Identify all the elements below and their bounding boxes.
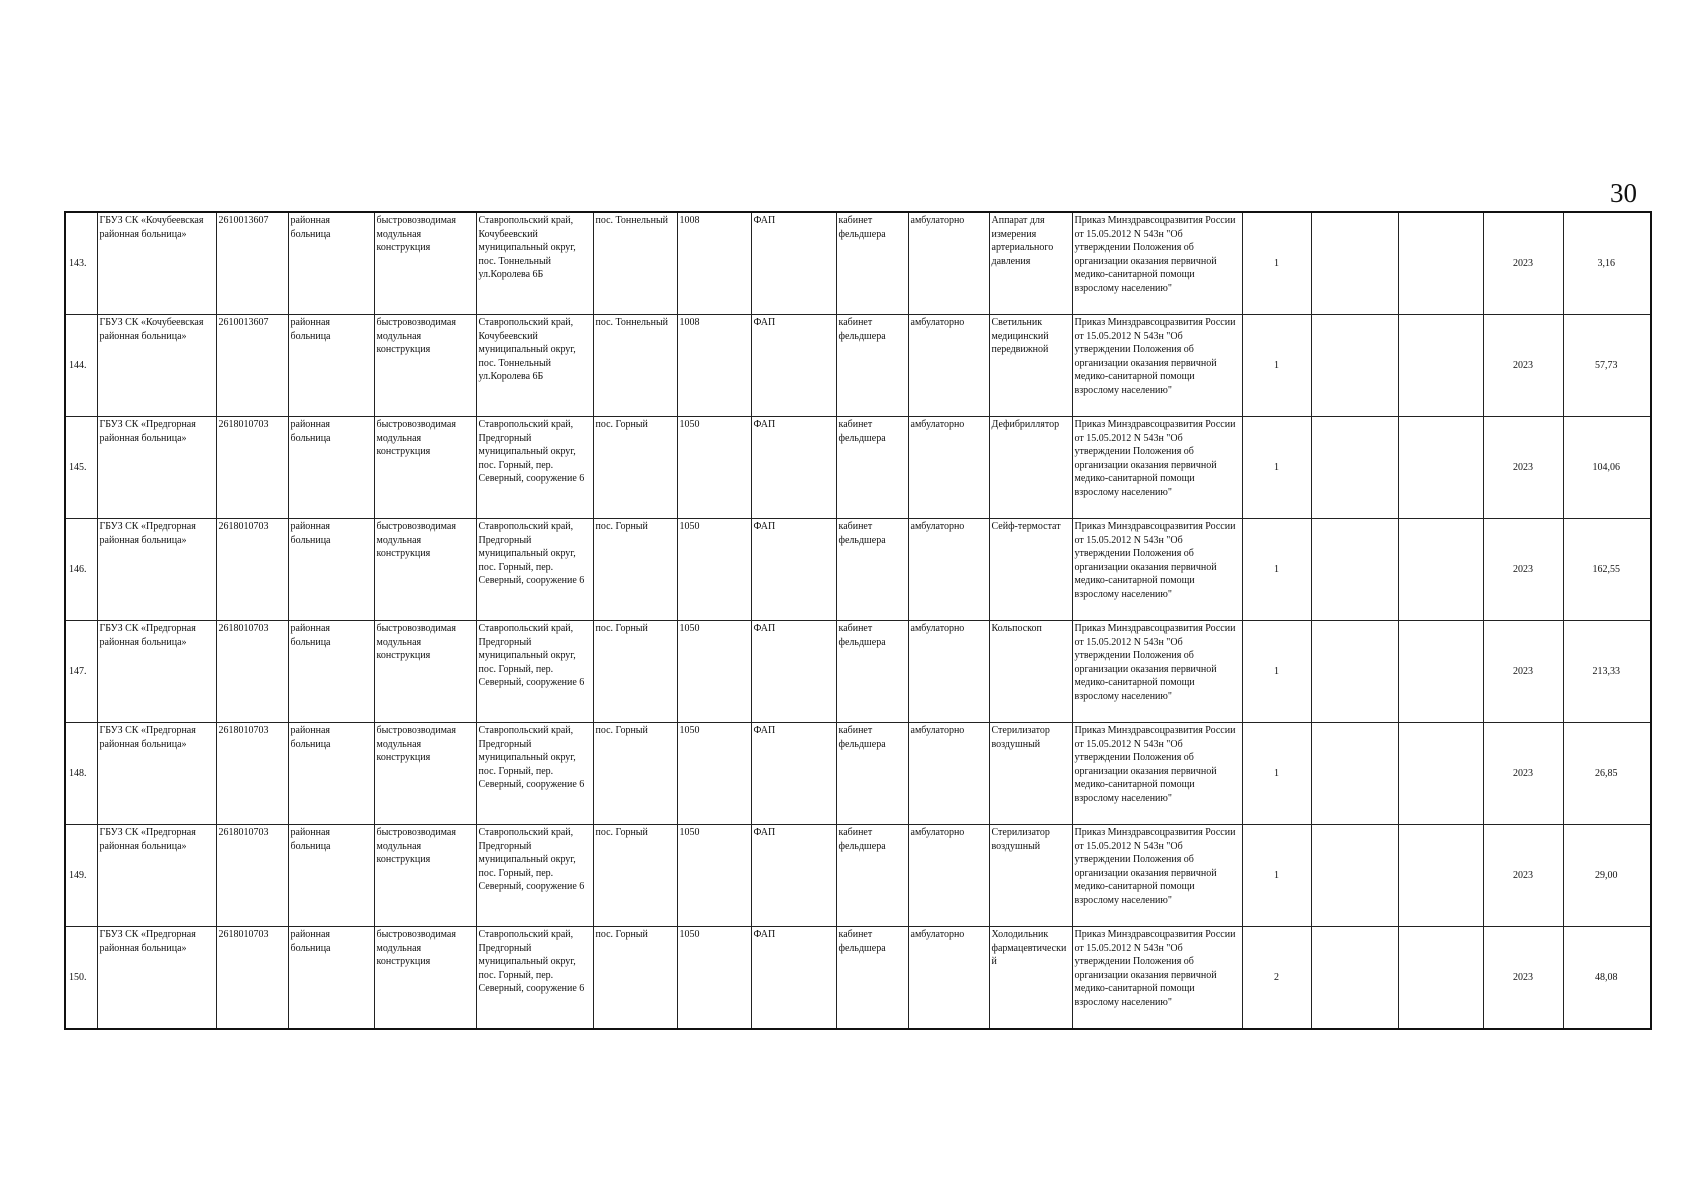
equipment-cell: Холодильник фармацевтический	[989, 927, 1072, 1030]
regulation-cell: Приказ Минздравсоцразвития России от 15.05.2012 N 543н "Об утверждении Положения об организации оказания первичной медико-санитарной помощи взрослому населению"	[1072, 417, 1242, 519]
quantity-cell: 1	[1242, 315, 1311, 417]
empty-cell-16	[1398, 825, 1483, 927]
organization-cell: ГБУЗ СК «Предгорная районная больница»	[97, 417, 216, 519]
quantity-cell: 1	[1242, 519, 1311, 621]
year-cell: 2023	[1483, 927, 1563, 1030]
unit-cell: ФАП	[751, 723, 836, 825]
cost-cell: 104,06	[1563, 417, 1651, 519]
quantity-cell: 1	[1242, 825, 1311, 927]
settlement-cell: пос. Горный	[593, 723, 677, 825]
inn-cell: 2610013607	[216, 212, 288, 315]
page-number: 30	[1610, 178, 1637, 208]
equipment-table	[64, 211, 1652, 1030]
population-cell: 1050	[677, 825, 751, 927]
construction-cell: быстровозводимая модульная конструкция	[374, 927, 476, 1030]
address-cell: Ставропольский край, Предгорный муниципальный округ, пос. Горный, пер. Северный, сооружение 6	[476, 519, 593, 621]
equipment-cell: Стерилизатор воздушный	[989, 825, 1072, 927]
unit-cell: ФАП	[751, 519, 836, 621]
population-cell: 1050	[677, 417, 751, 519]
unit-cell: ФАП	[751, 315, 836, 417]
year-cell: 2023	[1483, 723, 1563, 825]
construction-cell: быстровозводимая модульная конструкция	[374, 315, 476, 417]
empty-cell-16	[1398, 621, 1483, 723]
facility-type-cell: районная больница	[288, 927, 374, 1030]
empty-cell-15	[1311, 315, 1398, 417]
year-cell: 2023	[1483, 621, 1563, 723]
settlement-cell: пос. Горный	[593, 621, 677, 723]
year-cell: 2023	[1483, 417, 1563, 519]
year-cell: 2023	[1483, 825, 1563, 927]
cost-cell: 29,00	[1563, 825, 1651, 927]
empty-cell-16	[1398, 519, 1483, 621]
facility-type-cell: районная больница	[288, 621, 374, 723]
inn-cell: 2618010703	[216, 825, 288, 927]
construction-cell: быстровозводимая модульная конструкция	[374, 212, 476, 315]
quantity-cell: 1	[1242, 212, 1311, 315]
care-form-cell: амбулаторно	[908, 417, 989, 519]
table-row	[65, 621, 1651, 723]
address-cell: Ставропольский край, Предгорный муниципальный округ, пос. Горный, пер. Северный, сооружение 6	[476, 621, 593, 723]
table-row	[65, 927, 1651, 1030]
facility-type-cell: районная больница	[288, 825, 374, 927]
empty-cell-15	[1311, 825, 1398, 927]
room-cell: кабинет фельдшера	[836, 417, 908, 519]
room-cell: кабинет фельдшера	[836, 315, 908, 417]
organization-cell: ГБУЗ СК «Предгорная районная больница»	[97, 723, 216, 825]
row-number-cell: 150.	[65, 927, 97, 1030]
address-cell: Ставропольский край, Предгорный муниципальный округ, пос. Горный, пер. Северный, сооружение 6	[476, 927, 593, 1030]
row-number-cell: 144.	[65, 315, 97, 417]
year-cell: 2023	[1483, 315, 1563, 417]
care-form-cell: амбулаторно	[908, 621, 989, 723]
cost-cell: 26,85	[1563, 723, 1651, 825]
population-cell: 1050	[677, 927, 751, 1030]
population-cell: 1050	[677, 519, 751, 621]
room-cell: кабинет фельдшера	[836, 212, 908, 315]
cost-cell: 213,33	[1563, 621, 1651, 723]
table-row	[65, 212, 1651, 315]
organization-cell: ГБУЗ СК «Предгорная районная больница»	[97, 621, 216, 723]
address-cell: Ставропольский край, Кочубеевский муниципальный округ, пос. Тоннельный ул.Королева 6Б	[476, 315, 593, 417]
equipment-cell: Сейф-термостат	[989, 519, 1072, 621]
cost-cell: 3,16	[1563, 212, 1651, 315]
construction-cell: быстровозводимая модульная конструкция	[374, 417, 476, 519]
equipment-cell: Стерилизатор воздушный	[989, 723, 1072, 825]
population-cell: 1050	[677, 621, 751, 723]
regulation-cell: Приказ Минздравсоцразвития России от 15.05.2012 N 543н "Об утверждении Положения об организации оказания первичной медико-санитарной помощи взрослому населению"	[1072, 315, 1242, 417]
care-form-cell: амбулаторно	[908, 519, 989, 621]
table-row	[65, 723, 1651, 825]
organization-cell: ГБУЗ СК «Предгорная районная больница»	[97, 519, 216, 621]
unit-cell: ФАП	[751, 621, 836, 723]
address-cell: Ставропольский край, Предгорный муниципальный округ, пос. Горный, пер. Северный, сооружение 6	[476, 723, 593, 825]
empty-cell-15	[1311, 519, 1398, 621]
population-cell: 1008	[677, 212, 751, 315]
organization-cell: ГБУЗ СК «Кочубеевская районная больница»	[97, 315, 216, 417]
facility-type-cell: районная больница	[288, 417, 374, 519]
quantity-cell: 1	[1242, 417, 1311, 519]
empty-cell-15	[1311, 723, 1398, 825]
row-number-cell: 145.	[65, 417, 97, 519]
quantity-cell: 1	[1242, 621, 1311, 723]
inn-cell: 2618010703	[216, 723, 288, 825]
settlement-cell: пос. Горный	[593, 825, 677, 927]
settlement-cell: пос. Тоннельный	[593, 315, 677, 417]
equipment-cell: Кольпоскоп	[989, 621, 1072, 723]
regulation-cell: Приказ Минздравсоцразвития России от 15.05.2012 N 543н "Об утверждении Положения об организации оказания первичной медико-санитарной помощи взрослому населению"	[1072, 723, 1242, 825]
empty-cell-16	[1398, 315, 1483, 417]
facility-type-cell: районная больница	[288, 723, 374, 825]
table-row	[65, 417, 1651, 519]
care-form-cell: амбулаторно	[908, 825, 989, 927]
row-number-cell: 147.	[65, 621, 97, 723]
empty-cell-15	[1311, 927, 1398, 1030]
row-number-cell: 148.	[65, 723, 97, 825]
row-number-cell: 146.	[65, 519, 97, 621]
address-cell: Ставропольский край, Предгорный муниципальный округ, пос. Горный, пер. Северный, сооружение 6	[476, 825, 593, 927]
construction-cell: быстровозводимая модульная конструкция	[374, 621, 476, 723]
regulation-cell: Приказ Минздравсоцразвития России от 15.05.2012 N 543н "Об утверждении Положения об организации оказания первичной медико-санитарной помощи взрослому населению"	[1072, 212, 1242, 315]
cost-cell: 48,08	[1563, 927, 1651, 1030]
settlement-cell: пос. Горный	[593, 519, 677, 621]
equipment-cell: Светильник медицинский передвижной	[989, 315, 1072, 417]
settlement-cell: пос. Горный	[593, 417, 677, 519]
room-cell: кабинет фельдшера	[836, 723, 908, 825]
equipment-cell: Дефибриллятор	[989, 417, 1072, 519]
regulation-cell: Приказ Минздравсоцразвития России от 15.05.2012 N 543н "Об утверждении Положения об организации оказания первичной медико-санитарной помощи взрослому населению"	[1072, 621, 1242, 723]
construction-cell: быстровозводимая модульная конструкция	[374, 519, 476, 621]
regulation-cell: Приказ Минздравсоцразвития России от 15.05.2012 N 543н "Об утверждении Положения об организации оказания первичной медико-санитарной помощи взрослому населению"	[1072, 927, 1242, 1030]
row-number-cell: 149.	[65, 825, 97, 927]
year-cell: 2023	[1483, 519, 1563, 621]
care-form-cell: амбулаторно	[908, 723, 989, 825]
regulation-cell: Приказ Минздравсоцразвития России от 15.05.2012 N 543н "Об утверждении Положения об организации оказания первичной медико-санитарной помощи взрослому населению"	[1072, 825, 1242, 927]
population-cell: 1008	[677, 315, 751, 417]
quantity-cell: 2	[1242, 927, 1311, 1030]
organization-cell: ГБУЗ СК «Предгорная районная больница»	[97, 825, 216, 927]
cost-cell: 162,55	[1563, 519, 1651, 621]
room-cell: кабинет фельдшера	[836, 519, 908, 621]
empty-cell-15	[1311, 621, 1398, 723]
cost-cell: 57,73	[1563, 315, 1651, 417]
care-form-cell: амбулаторно	[908, 927, 989, 1030]
care-form-cell: амбулаторно	[908, 315, 989, 417]
unit-cell: ФАП	[751, 212, 836, 315]
address-cell: Ставропольский край, Предгорный муниципальный округ, пос. Горный, пер. Северный, сооружение 6	[476, 417, 593, 519]
address-cell: Ставропольский край, Кочубеевский муниципальный округ, пос. Тоннельный ул.Королева 6Б	[476, 212, 593, 315]
empty-cell-16	[1398, 417, 1483, 519]
settlement-cell: пос. Тоннельный	[593, 212, 677, 315]
inn-cell: 2618010703	[216, 519, 288, 621]
inn-cell: 2610013607	[216, 315, 288, 417]
unit-cell: ФАП	[751, 825, 836, 927]
regulation-cell: Приказ Минздравсоцразвития России от 15.05.2012 N 543н "Об утверждении Положения об организации оказания первичной медико-санитарной помощи взрослому населению"	[1072, 519, 1242, 621]
room-cell: кабинет фельдшера	[836, 621, 908, 723]
empty-cell-16	[1398, 723, 1483, 825]
row-number-cell: 143.	[65, 212, 97, 315]
quantity-cell: 1	[1242, 723, 1311, 825]
care-form-cell: амбулаторно	[908, 212, 989, 315]
inn-cell: 2618010703	[216, 417, 288, 519]
empty-cell-16	[1398, 927, 1483, 1030]
organization-cell: ГБУЗ СК «Предгорная районная больница»	[97, 927, 216, 1030]
equipment-cell: Аппарат для измерения артериального давления	[989, 212, 1072, 315]
empty-cell-15	[1311, 417, 1398, 519]
population-cell: 1050	[677, 723, 751, 825]
settlement-cell: пос. Горный	[593, 927, 677, 1030]
empty-cell-16	[1398, 212, 1483, 315]
organization-cell: ГБУЗ СК «Кочубеевская районная больница»	[97, 212, 216, 315]
facility-type-cell: районная больница	[288, 519, 374, 621]
room-cell: кабинет фельдшера	[836, 825, 908, 927]
construction-cell: быстровозводимая модульная конструкция	[374, 825, 476, 927]
room-cell: кабинет фельдшера	[836, 927, 908, 1030]
unit-cell: ФАП	[751, 927, 836, 1030]
construction-cell: быстровозводимая модульная конструкция	[374, 723, 476, 825]
year-cell: 2023	[1483, 212, 1563, 315]
unit-cell: ФАП	[751, 417, 836, 519]
inn-cell: 2618010703	[216, 621, 288, 723]
inn-cell: 2618010703	[216, 927, 288, 1030]
table-row	[65, 519, 1651, 621]
facility-type-cell: районная больница	[288, 212, 374, 315]
table-row	[65, 315, 1651, 417]
empty-cell-15	[1311, 212, 1398, 315]
facility-type-cell: районная больница	[288, 315, 374, 417]
table-row	[65, 825, 1651, 927]
